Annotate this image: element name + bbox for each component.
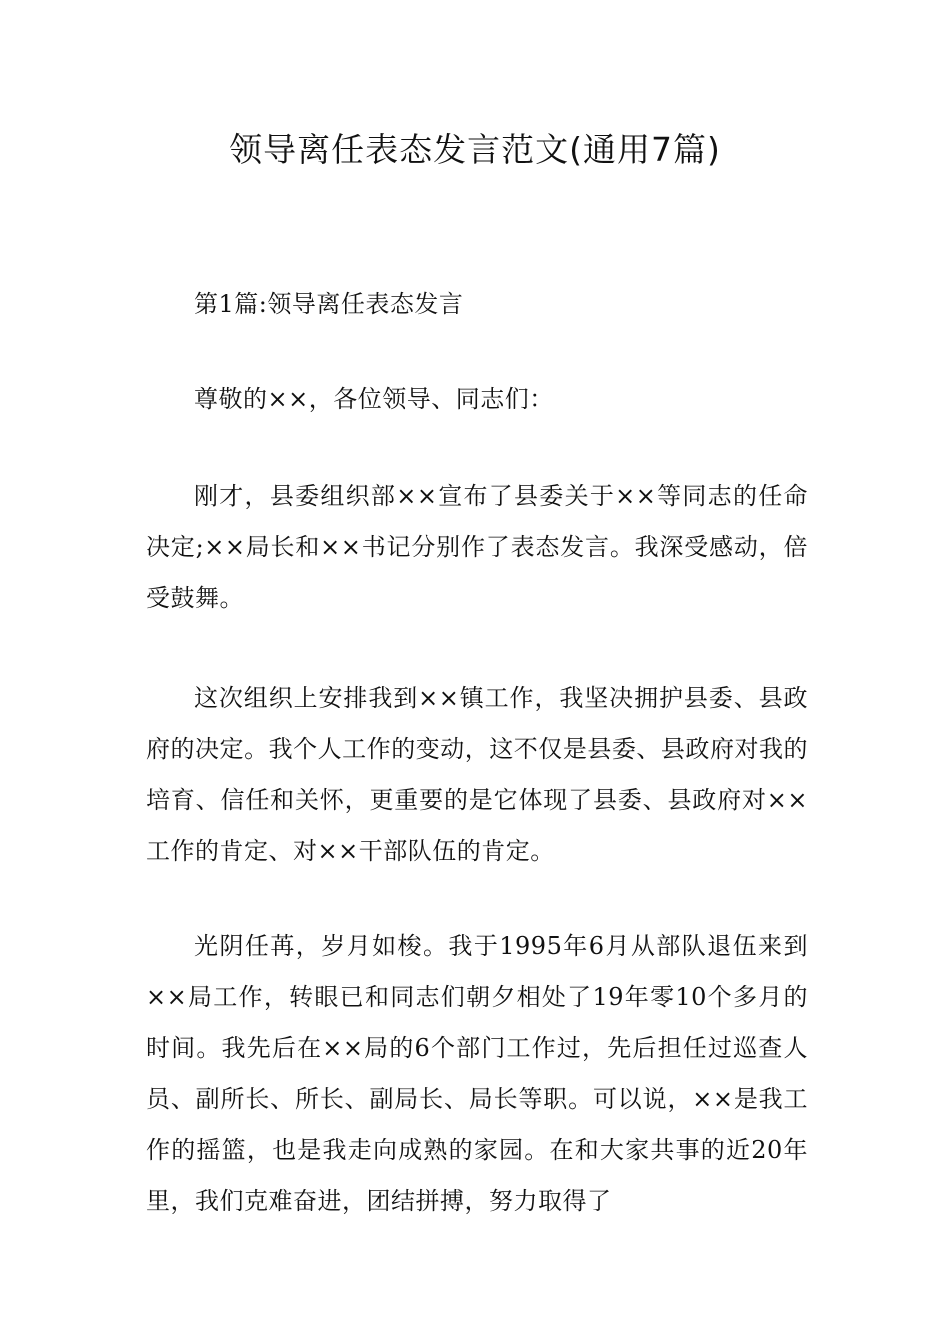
salutation-paragraph: 尊敬的××，各位领导、同志们： [194,385,554,413]
section-heading: 第1篇:领导离任表态发言 [194,290,464,318]
body-paragraph-2: 这次组织上安排我到××镇工作，我坚决拥护县委、县政府的决定。我个人工作的变动，这不仅是县委、县政府对我的培育、信任和关怀，更重要的是它体现了县委、县政府对××工作的肯定、对××干部队伍的肯定。 [146,684,808,865]
body-paragraph-1: 刚才，县委组织部××宣布了县委关于××等同志的任命决定;××局长和××书记分别作了表态发言。我深受感动，倍受鼓舞。 [146,482,808,612]
body-paragraph-3: 光阴任苒，岁月如梭。我于1995年6月从部队退伍来到××局工作，转眼已和同志们朝夕相处了19年零10个多月的时间。我先后在××局的6个部门工作过，先后担任过巡查人员、副所长、所长、副局长、局长等职。可以说，××是我工作的摇篮，也是我走向成熟的家园。在和大家共事的近20年里，我们克难奋进，团结拼搏，努力取得了 [146,932,808,1215]
document-title: 领导离任表态发言范文(通用7篇) [229,130,721,169]
